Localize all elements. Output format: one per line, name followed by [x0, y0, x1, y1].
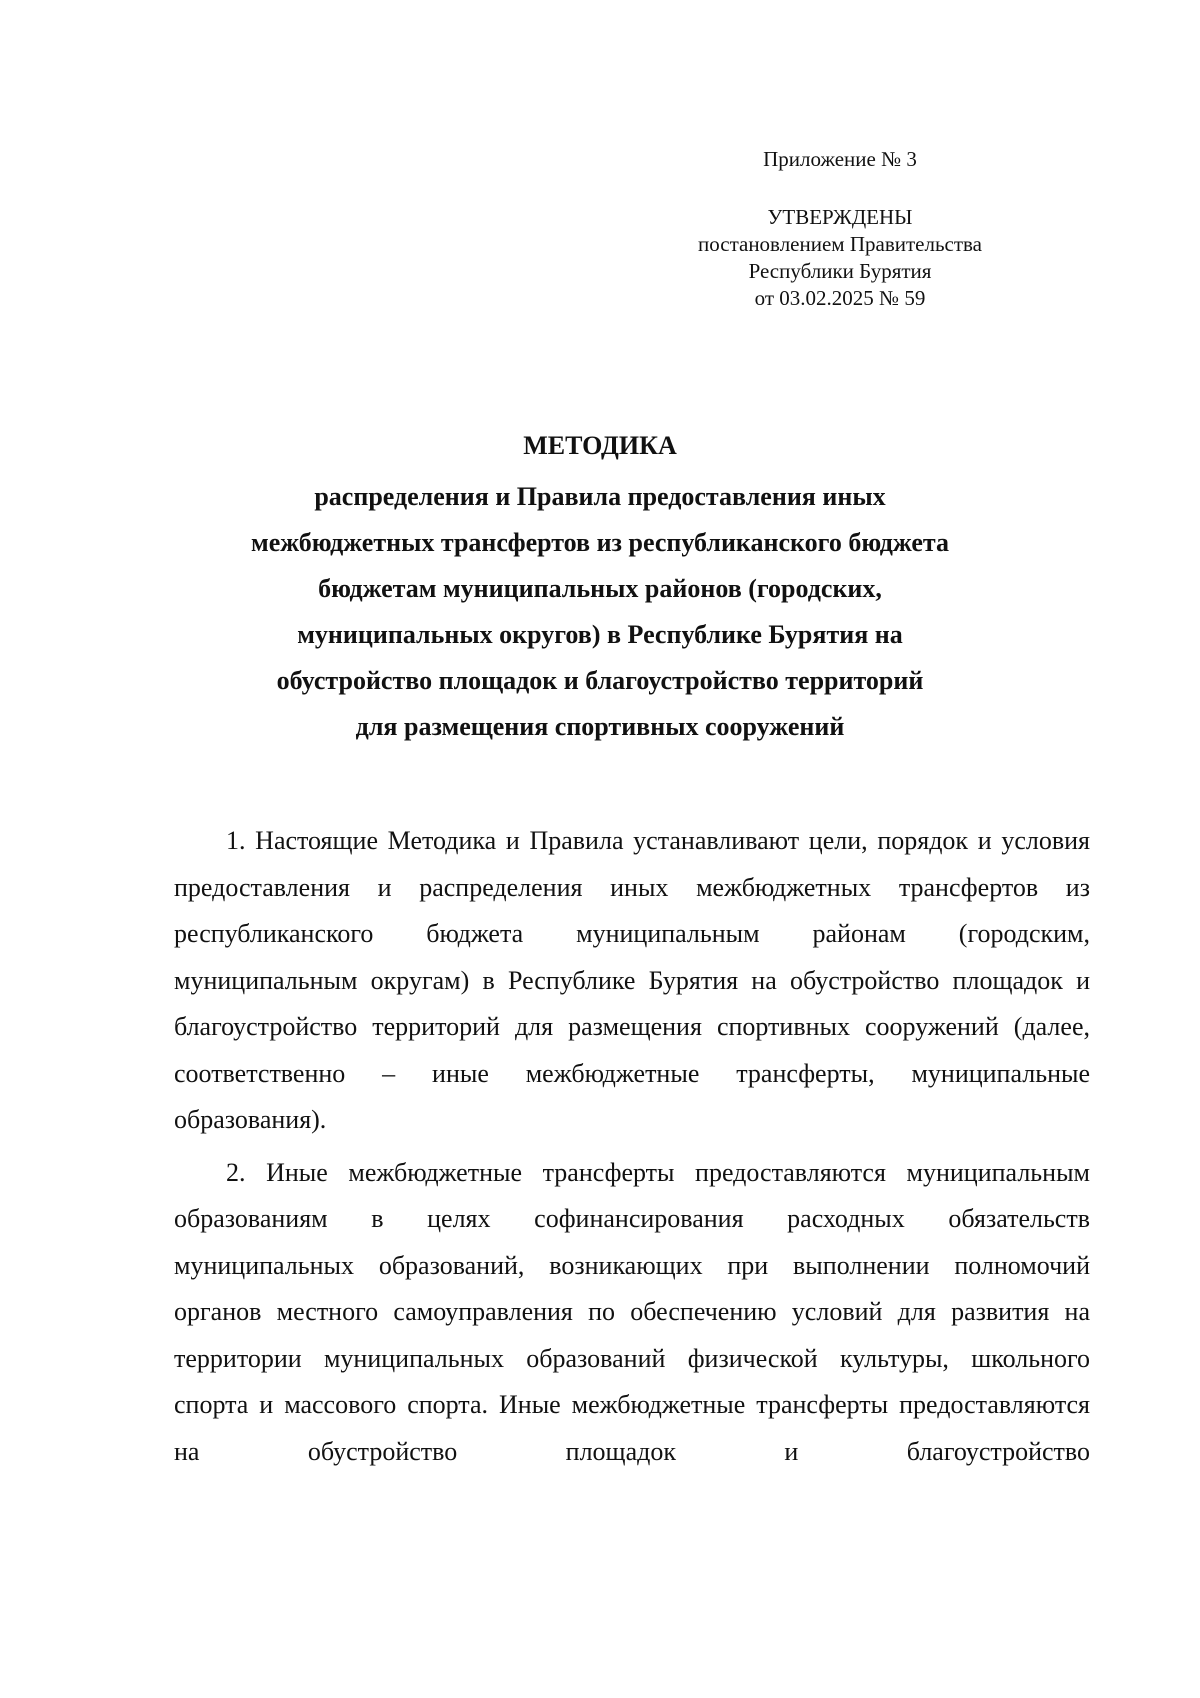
approved-date: от 03.02.2025 № 59: [754, 286, 926, 310]
title-line: распределения и Правила предоставления иных: [314, 482, 886, 511]
document-body: [174, 818, 1090, 1481]
paragraph-1: 1. Настоящие Методика и Правила устанавливают цели, порядок и условия предоставления и распределения иных межбюджетных трансфертов из республиканского бюджета муниципальным районам (городским, муниципальным округам) в Республике Бурятия на обустройство площадок и благоустройство территорий для размещения спортивных сооружений (далее, соответственно – иные межбюджетные трансферты, муниципальные образования).: [174, 826, 1090, 1134]
title-main: МЕТОДИКА: [523, 431, 677, 460]
approval-stamp-block: [670, 204, 1010, 312]
title-line: обустройство площадок и благоустройство территорий: [276, 666, 924, 695]
document-title: [0, 428, 1200, 750]
appendix-label: Приложение № 3: [763, 147, 917, 171]
approved-heading: УТВЕРЖДЕНЫ: [767, 205, 913, 229]
title-line: для размещения спортивных сооружений: [355, 712, 845, 741]
approved-by-line-1: постановлением Правительства: [697, 232, 982, 256]
title-line: межбюджетных трансфертов из республиканского бюджета: [250, 528, 949, 557]
title-line: бюджетам муниципальных районов (городских,: [318, 574, 882, 603]
approved-by-line-2: Республики Бурятия: [748, 259, 932, 283]
title-line: муниципальных округов) в Республике Бурятия на: [297, 620, 903, 649]
paragraph-2: 2. Иные межбюджетные трансферты предоставляются муниципальным образованиям в целях софинансирования расходных обязательств муниципальных образований, возникающих при выполнении полномочий органов местного самоуправления по обеспечению условий для развития на территории муниципальных образований физической культуры, школьного спорта и массового спорта. Иные межбюджетные трансферты предоставляются на обустройство площадок и благоустройство: [174, 1157, 1090, 1466]
